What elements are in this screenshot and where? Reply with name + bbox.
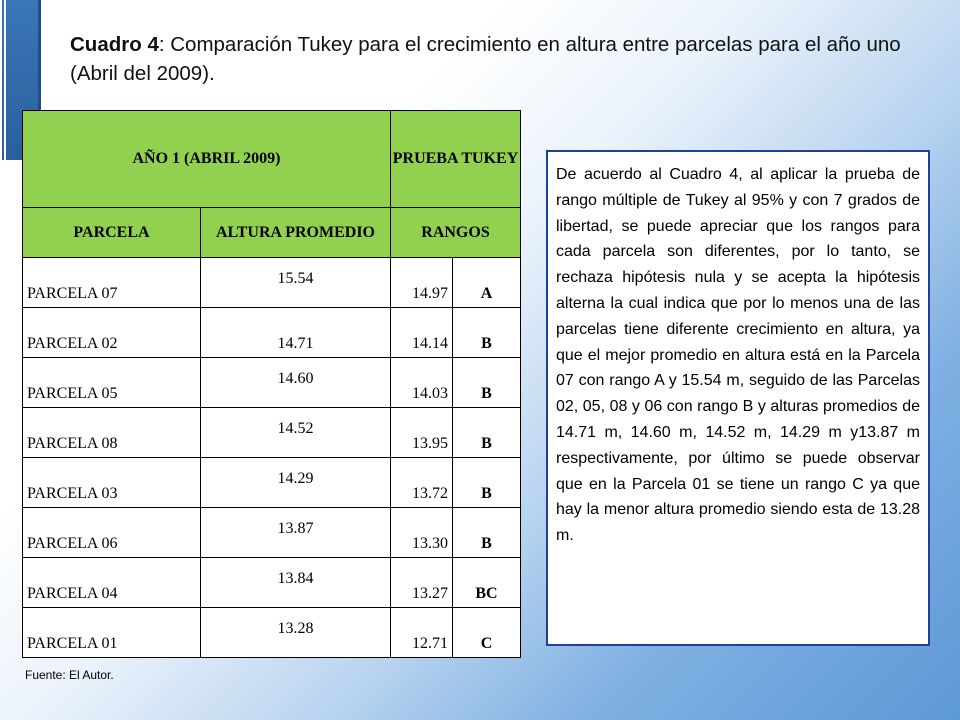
row-altura: 14.52 — [201, 408, 391, 458]
row-rango: 13.95 — [391, 408, 453, 458]
row-letra: C — [453, 608, 521, 658]
row-parcela: PARCELA 07 — [23, 258, 201, 308]
row-altura: 14.71 — [201, 308, 391, 358]
row-rango: 14.97 — [391, 258, 453, 308]
table-row — [23, 458, 521, 508]
row-letra: B — [453, 308, 521, 358]
header-parcela: PARCELA — [23, 208, 201, 258]
row-altura: 13.84 — [201, 558, 391, 608]
row-parcela: PARCELA 04 — [23, 558, 201, 608]
row-altura: 13.87 — [201, 508, 391, 558]
table-row — [23, 258, 521, 308]
table-row — [23, 408, 521, 458]
header-year: AÑO 1 (ABRIL 2009) — [23, 111, 391, 208]
row-altura: 14.60 — [201, 358, 391, 408]
row-rango: 14.14 — [391, 308, 453, 358]
table-row — [23, 608, 521, 658]
header-altura: ALTURA PROMEDIO — [201, 208, 391, 258]
table-header-row-2 — [23, 208, 521, 258]
table-row — [23, 358, 521, 408]
page-title — [70, 30, 930, 88]
row-parcela: PARCELA 02 — [23, 308, 201, 358]
title-text: : Comparación Tukey para el crecimiento en altura entre parcelas para el año uno (Abril del 2009). — [70, 33, 901, 85]
row-letra: B — [453, 358, 521, 408]
row-letra: B — [453, 408, 521, 458]
row-rango: 13.30 — [391, 508, 453, 558]
row-parcela: PARCELA 01 — [23, 608, 201, 658]
tukey-table — [22, 110, 521, 658]
side-accent-line — [4, 0, 6, 160]
row-parcela: PARCELA 03 — [23, 458, 201, 508]
description-box: De acuerdo al Cuadro 4, al aplicar la prueba de rango múltiple de Tukey al 95% y con 7 grados de libertad, se puede apreciar que los rangos para cada parcela son diferentes, por lo tanto, se rechaza hipótesis nula y se acepta la hipótesis alterna la cual indica que por lo menos una de las parcelas tiene diferente crecimiento en altura, ya que el mejor promedio en altura está en la Parcela 07 con rango A y 15.54 m, seguido de las Parcelas 02, 05, 08 y 06 con rango B y alturas promedios de 14.71 m, 14.60 m, 14.52 m, 14.29 m y13.87 m respectivamente, por último se puede observar que en la Parcela 01 se tiene un rango C ya que hay la menor altura promedio siendo esta de 13.28 m. — [546, 150, 930, 646]
row-rango: 13.72 — [391, 458, 453, 508]
row-parcela: PARCELA 08 — [23, 408, 201, 458]
table-row — [23, 508, 521, 558]
header-test: PRUEBA TUKEY — [391, 111, 521, 208]
table-header-row-1 — [23, 111, 521, 208]
source-note: Fuente: El Autor. — [25, 668, 114, 682]
row-altura: 15.54 — [201, 258, 391, 308]
header-rangos: RANGOS — [391, 208, 521, 258]
title-label: Cuadro 4 — [70, 33, 159, 56]
row-parcela: PARCELA 05 — [23, 358, 201, 408]
row-rango: 13.27 — [391, 558, 453, 608]
row-rango: 14.03 — [391, 358, 453, 408]
table-row — [23, 308, 521, 358]
row-altura: 13.28 — [201, 608, 391, 658]
row-parcela: PARCELA 06 — [23, 508, 201, 558]
row-letra: B — [453, 458, 521, 508]
row-altura: 14.29 — [201, 458, 391, 508]
row-letra: B — [453, 508, 521, 558]
table-row — [23, 558, 521, 608]
row-rango: 12.71 — [391, 608, 453, 658]
row-letra: A — [453, 258, 521, 308]
row-letra: BC — [453, 558, 521, 608]
